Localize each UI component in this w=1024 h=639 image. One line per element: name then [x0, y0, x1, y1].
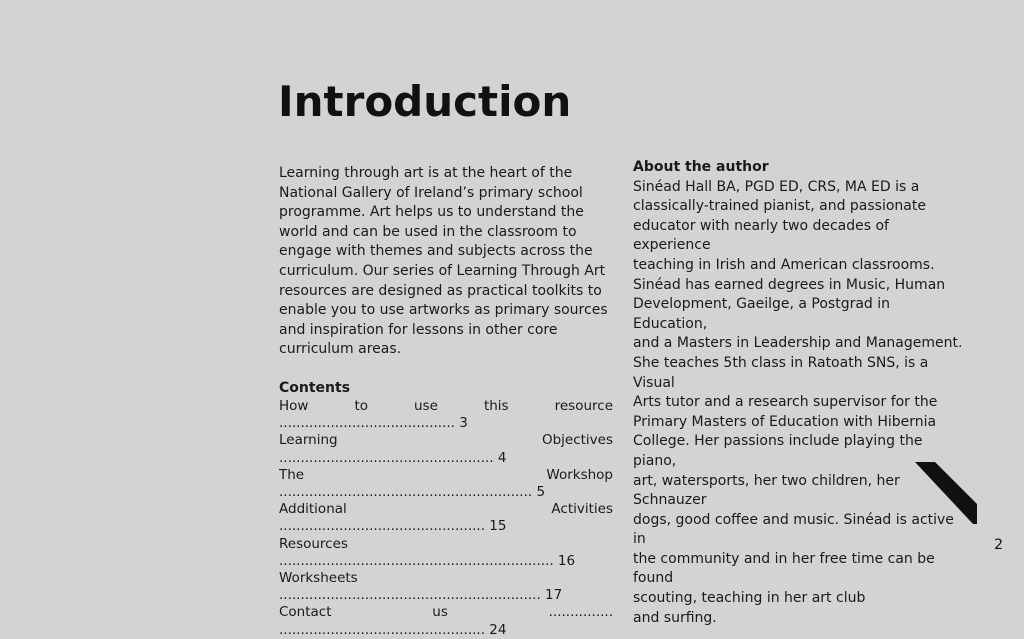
- about-line: Sinéad Hall BA, PGD ED, CRS, MA ED is a: [633, 178, 920, 195]
- about-line: College. Her passions include playing the piano,: [633, 433, 923, 469]
- about-line: dogs, good coffee and music. Sinéad is active in: [633, 511, 954, 548]
- about-line: teaching in Irish and American classrooms.: [633, 256, 935, 273]
- about-line: and surfing.: [633, 609, 717, 626]
- intro-paragraph: Learning through art is at the heart of the National Gallery of Ireland’s primary school programme. Art helps us to understand the world and can be used in the classroom to engage with themes and subjects across the curriculum. Our series of Learning Through Art resources are designed as practical toolkits to enable you to use artworks as primary sources and inspiration for lessons in other core curriculum areas.: [279, 165, 608, 358]
- about-author-column: [633, 158, 968, 628]
- about-line: art, watersports, her two children, her Schnauzer: [633, 472, 900, 509]
- contents-heading: Contents: [279, 379, 351, 396]
- toc-item-worksheets: Worksheets ............................................................. 17: [279, 569, 563, 604]
- about-line: scouting, teaching in her art club: [633, 590, 866, 607]
- about-line: educator with nearly two decades of experience: [633, 217, 889, 254]
- page-title: Introduction: [278, 77, 572, 126]
- page-number: 2: [994, 537, 1003, 553]
- toc-item-how-to-use: How to use this resource ......................................... 3: [279, 397, 613, 432]
- about-line: She teaches 5th class in Ratoath SNS, is a Visual: [633, 354, 929, 391]
- about-line: classically-trained pianist, and passionate: [633, 198, 926, 215]
- toc-item-additional-activities: Additional Activities ................................................ 15: [279, 501, 613, 535]
- toc-item-workshop: The Workshop ........................................................... 5: [279, 466, 613, 500]
- table-of-contents: [279, 398, 613, 639]
- about-line: Sinéad has earned degrees in Music, Human: [633, 276, 946, 293]
- about-line: Primary Masters of Education with Hibernia: [633, 413, 937, 430]
- about-line: Arts tutor and a research supervisor for the: [633, 394, 938, 411]
- toc-item-resources: Resources ................................................................ 16: [279, 535, 576, 569]
- about-line: the community and in her free time can be found: [633, 550, 935, 587]
- about-author-text: [633, 178, 968, 629]
- decorative-corner-shape: [915, 462, 977, 524]
- intro-column: [279, 164, 613, 639]
- about-line: and a Masters in Leadership and Management.: [633, 335, 963, 352]
- about-author-heading: About the author: [633, 159, 769, 175]
- about-line: Development, Gaeilge, a Postgrad in Education,: [633, 296, 891, 332]
- corner-shape-fill: [915, 462, 977, 524]
- toc-item-contact-us: Contact us ............... ................................................ 24: [279, 604, 613, 638]
- toc-item-learning-objectives: Learning Objectives .................................................. 4: [279, 432, 613, 466]
